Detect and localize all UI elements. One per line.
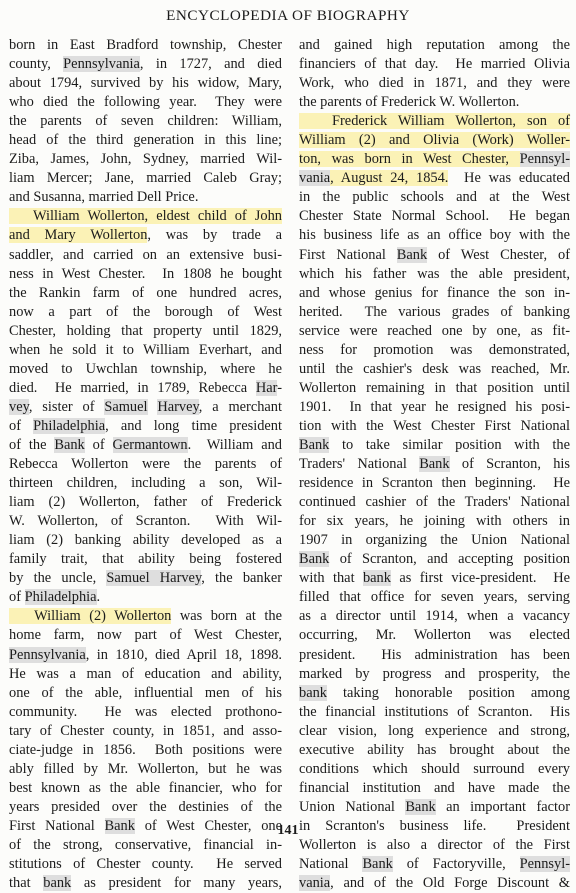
- text-run: until the cashier's desk was reached, Mr.: [299, 360, 570, 377]
- text-run: , and long time president: [105, 417, 282, 434]
- highlighted-term: bank: [299, 684, 327, 701]
- text-run: community. He was elected prothono-: [9, 703, 282, 720]
- text-run: residence in Scranton then beginning. He: [299, 475, 570, 492]
- text-run: in Scranton's business life. President: [299, 817, 570, 834]
- highlighted-term: Bank: [362, 856, 393, 873]
- text-line: [299, 760, 570, 779]
- text-line: [9, 360, 282, 379]
- text-run: president. His administration has been: [299, 646, 570, 663]
- text-line: [299, 150, 570, 169]
- text-line: [9, 93, 282, 112]
- text-run: as a director until 1914, when a vacancy: [299, 608, 570, 625]
- text-run: was born at the: [171, 608, 282, 625]
- highlighted-term: Philadelphia: [24, 589, 97, 606]
- highlighted-term: Samuel Harvey: [106, 570, 202, 587]
- text-run: of West Chester, of: [427, 246, 570, 263]
- text-line: [9, 322, 282, 341]
- highlighted-name: William Wollerton, eldest child of John: [9, 208, 282, 225]
- highlighted-name: , August 24, 1854.: [330, 170, 449, 187]
- text-run: liam (2) Wollerton, father of Frederick: [9, 494, 282, 511]
- text-run: National: [299, 856, 363, 873]
- text-run: , was by trade a: [147, 227, 282, 244]
- text-run: died. He married, in 1789, Rebecca: [9, 379, 256, 396]
- text-line: [9, 512, 282, 531]
- text-run: of Scranton, and accepting position: [329, 551, 570, 568]
- highlighted-term: Bank: [104, 817, 135, 834]
- text-run: stitutions of Chester county. He served: [9, 856, 282, 873]
- text-line: [299, 665, 570, 684]
- text-run: liam (2) banking ability developed as a: [9, 532, 282, 549]
- highlighted-term: Pennsyl-: [519, 856, 571, 873]
- text-run: county,: [9, 56, 64, 73]
- text-run: for six years, he joining with others in: [299, 513, 570, 530]
- text-line: [299, 112, 570, 131]
- text-line: [9, 760, 282, 779]
- text-line: [9, 703, 282, 722]
- text-run: , sister of: [28, 398, 105, 415]
- text-run: tion with the West Chester First National: [299, 417, 570, 434]
- text-run: Wollerton remaining in that position until: [299, 379, 570, 396]
- text-line: [299, 169, 570, 188]
- text-line: [9, 550, 282, 569]
- text-line: [9, 265, 282, 284]
- highlighted-term: Pennsylvania: [63, 56, 140, 73]
- text-run: . William and: [187, 436, 282, 453]
- text-line: [299, 55, 570, 74]
- text-run: who died the following year. They were: [9, 94, 282, 111]
- text-run: Work, who died in 1871, and they were: [299, 75, 570, 92]
- text-run: which his father was the able president,: [299, 265, 570, 282]
- text-line: [9, 798, 282, 817]
- text-run: the parents of Frederick W. Wollerton.: [299, 94, 520, 111]
- text-line: [9, 684, 282, 703]
- text-run: the Rankin farm of one hundred acres,: [9, 284, 282, 301]
- text-line: [299, 246, 570, 265]
- text-line: [299, 398, 570, 417]
- text-run: [148, 399, 158, 415]
- text-run: in the public schools and at the West: [299, 189, 570, 206]
- text-run: , a merchant: [198, 398, 282, 415]
- text-line: [299, 798, 570, 817]
- text-run: filled that office for seven years, serving: [299, 589, 570, 606]
- text-run: his business life as an office boy with the: [299, 227, 570, 244]
- text-run: years presided over the destinies of the: [9, 798, 282, 815]
- text-run: conditions which should surround every: [299, 760, 570, 777]
- text-run: ably filled by Mr. Wollerton, but he was: [9, 760, 282, 777]
- text-run: He was a man of education and ability,: [9, 665, 282, 682]
- text-run: as first vice-president. He: [390, 570, 571, 587]
- text-line: [299, 207, 570, 226]
- text-line: [299, 341, 570, 360]
- text-run: financiers of that day. He married Olivia: [299, 56, 570, 73]
- highlighted-term: vey: [9, 398, 29, 415]
- text-line: [9, 188, 282, 207]
- text-line: [299, 417, 570, 436]
- text-line: [299, 474, 570, 493]
- highlighted-term: Bank: [299, 551, 330, 568]
- text-line: [299, 322, 570, 341]
- text-line: [9, 284, 282, 303]
- text-run: Rebecca Wollerton were the parents of: [9, 456, 282, 473]
- text-run: of Factoryville,: [392, 856, 520, 873]
- highlighted-term: Bank: [405, 798, 436, 815]
- text-run: ciate-judge in 1856. Both positions were: [9, 741, 282, 758]
- text-run: marked by progress and prosperity, the: [299, 665, 570, 682]
- highlighted-term: Bank: [419, 456, 450, 473]
- text-line: [9, 531, 282, 550]
- text-line: [299, 779, 570, 798]
- text-run: executive ability has brought about the: [299, 741, 570, 758]
- text-run: of: [84, 436, 113, 453]
- text-run: born in East Bradford township, Chester: [9, 37, 282, 53]
- text-line: [9, 626, 282, 645]
- text-run: the parents of seven children: William,: [9, 113, 282, 130]
- text-line: [9, 207, 282, 226]
- text-line: [9, 55, 282, 74]
- text-run: ness for promotion was demonstrated,: [299, 341, 570, 358]
- text-run: Traders' National: [299, 456, 420, 473]
- highlighted-term: Samuel: [104, 398, 148, 415]
- text-line: [299, 855, 570, 874]
- text-run: Union National: [299, 798, 406, 815]
- text-line: [299, 550, 570, 569]
- text-run: best known as the able financier, who for: [9, 779, 282, 796]
- text-run: saddler, and carried on an extensive busi-: [9, 246, 282, 263]
- text-line: [299, 626, 570, 645]
- text-run: as president for many years,: [71, 875, 282, 892]
- text-line: [299, 74, 570, 93]
- text-run: an important factor: [435, 798, 570, 815]
- text-run: of: [9, 417, 34, 434]
- text-line: [299, 512, 570, 531]
- text-line: [299, 741, 570, 760]
- text-run: , the banker: [201, 570, 282, 587]
- text-run: moved to Uwchlan township, where he: [9, 360, 282, 377]
- text-line: [299, 569, 570, 588]
- text-run: of: [9, 589, 25, 606]
- text-line: [9, 569, 282, 588]
- highlighted-name: William (2) and Olivia (Work) Woller-: [299, 132, 570, 149]
- highlighted-name: Frederick William Wollerton, son of: [299, 113, 570, 130]
- text-line: [9, 646, 282, 665]
- text-line: [299, 493, 570, 512]
- text-run: .: [96, 589, 101, 606]
- highlighted-term: Pennsyl-: [519, 151, 570, 168]
- text-line: [9, 474, 282, 493]
- text-run: with that: [299, 570, 363, 587]
- text-run: Wollerton is also a director of the First: [299, 836, 570, 853]
- text-run: , and of the Old Forge Discount &: [330, 875, 570, 892]
- text-line: [9, 493, 282, 512]
- text-line: [299, 379, 570, 398]
- highlighted-name: William (2) Wollerton: [9, 608, 172, 625]
- text-run: financial institution and have made the: [299, 779, 570, 796]
- text-line: [9, 246, 282, 265]
- text-line: [299, 646, 570, 665]
- text-line: [9, 436, 282, 455]
- text-run: by the uncle,: [9, 570, 107, 587]
- text-line: [299, 265, 570, 284]
- text-run: continued cashier of the Traders' National: [299, 494, 570, 511]
- text-run: First National: [9, 817, 105, 834]
- text-run: W. Wollerton, of Scranton. With Wil-: [9, 513, 282, 530]
- text-run: occurring, Mr. Wollerton was elected: [299, 627, 570, 644]
- text-line: [9, 379, 282, 398]
- text-run: 1901. In that year he resigned his posi-: [299, 398, 570, 415]
- text-line: [9, 341, 282, 360]
- text-line: [9, 665, 282, 684]
- text-line: [9, 588, 282, 607]
- text-line: [9, 303, 282, 322]
- highlighted-term: Philadelphia: [33, 417, 106, 434]
- text-run: 1907 in organizing the Union National: [299, 532, 570, 549]
- text-line: [299, 874, 570, 893]
- text-run: herited. The various grades of banking: [299, 303, 570, 320]
- text-line: [299, 284, 570, 303]
- text-line: [9, 722, 282, 741]
- text-line: [9, 150, 282, 169]
- text-run: Chester, holding that property until 1829,: [9, 322, 282, 339]
- text-run: service were reached one by one, as fit-: [299, 322, 570, 339]
- highlighted-term: vania: [299, 875, 331, 892]
- text-line: [299, 684, 570, 703]
- highlighted-term: Bank: [396, 246, 428, 263]
- text-run: about 1794, survived by his widow, Mary,: [9, 75, 282, 92]
- text-run: head of the third generation in this line;: [9, 132, 282, 149]
- highlighted-term: vania: [299, 170, 331, 187]
- text-run: Chester State Normal School. He began: [299, 208, 570, 225]
- text-run: and whose genius for finance the son in-: [299, 284, 570, 301]
- text-run: , in 1810, died April 18, 1898.: [85, 646, 282, 663]
- text-run: -: [277, 379, 282, 396]
- text-line: [299, 36, 570, 55]
- text-line: [299, 531, 570, 550]
- text-line: [9, 226, 282, 245]
- highlighted-term: Harvey: [157, 398, 199, 415]
- text-line: [9, 607, 282, 626]
- text-run: of the strong, conservative, financial in-: [9, 836, 282, 853]
- text-run: thirteen children, including a son, Wil-: [9, 475, 282, 492]
- text-run: and gained high reputation among the: [299, 37, 570, 53]
- text-line: [9, 169, 282, 188]
- highlighted-term: bank: [362, 570, 391, 587]
- text-run: Ziba, James, John, Sydney, married Wil-: [9, 151, 282, 168]
- text-run: liam Mercer; Jane, married Caleb Gray;: [9, 170, 282, 187]
- text-run: one of the able, influential men of his: [9, 684, 282, 701]
- highlighted-term: Pennsylvania: [9, 646, 86, 663]
- text-run: of Scranton, his: [449, 456, 571, 473]
- text-line: [9, 36, 282, 55]
- text-run: now a part of the borough of West: [9, 303, 282, 320]
- text-line: [299, 703, 570, 722]
- right-column: [299, 36, 570, 893]
- text-run: taking honorable position among: [326, 684, 570, 701]
- text-line: [9, 112, 282, 131]
- text-line: [299, 722, 570, 741]
- text-line: [299, 226, 570, 245]
- highlighted-term: Bank: [54, 436, 85, 453]
- text-run: of West Chester, one: [134, 817, 282, 834]
- text-line: [9, 417, 282, 436]
- text-line: [299, 436, 570, 455]
- text-run: First National: [299, 246, 397, 263]
- text-line: [299, 188, 570, 207]
- text-run: that: [9, 875, 44, 892]
- text-line: [9, 855, 282, 874]
- text-line: [9, 779, 282, 798]
- text-line: [299, 93, 570, 112]
- text-line: [9, 74, 282, 93]
- highlighted-term: Germantown: [112, 436, 188, 453]
- text-line: [299, 360, 570, 379]
- page-number: 141: [277, 823, 299, 838]
- text-line: [299, 607, 570, 626]
- text-line: [299, 588, 570, 607]
- text-line: [299, 455, 570, 474]
- text-run: tary of Chester county, in 1851, and asso-: [9, 722, 282, 739]
- running-head: ENCYCLOPEDIA OF BIOGRAPHY: [166, 7, 410, 24]
- text-run: home farm, now part of West Chester,: [9, 627, 282, 644]
- text-line: [9, 455, 282, 474]
- text-line: [9, 874, 282, 893]
- text-run: the financial institutions of Scranton. His: [299, 703, 570, 720]
- text-run: family trait, that ability being fostered: [9, 551, 282, 568]
- text-line: [9, 398, 282, 417]
- text-run: to take similar position with the: [329, 436, 570, 453]
- text-line: [299, 131, 570, 150]
- text-run: ness in West Chester. In 1808 he bought: [9, 265, 282, 282]
- text-run: when he sold it to William Everhart, and: [9, 341, 282, 358]
- text-run: of the: [9, 436, 55, 453]
- text-run: and Susanna, married Dell Price.: [9, 189, 199, 206]
- highlighted-name: ton, was born in West Chester,: [299, 151, 520, 168]
- text-run: clear vision, long experience and strong,: [299, 722, 570, 739]
- text-line: [9, 131, 282, 150]
- left-column: [9, 36, 282, 893]
- highlighted-term: Bank: [299, 436, 330, 453]
- text-line: [9, 741, 282, 760]
- text-run: He was educated: [448, 170, 571, 187]
- highlighted-term: bank: [43, 875, 72, 892]
- highlighted-name: and Mary Wollerton: [9, 227, 148, 244]
- highlighted-term: Har: [255, 379, 278, 396]
- text-line: [299, 303, 570, 322]
- text-run: , in 1727, and died: [139, 56, 282, 73]
